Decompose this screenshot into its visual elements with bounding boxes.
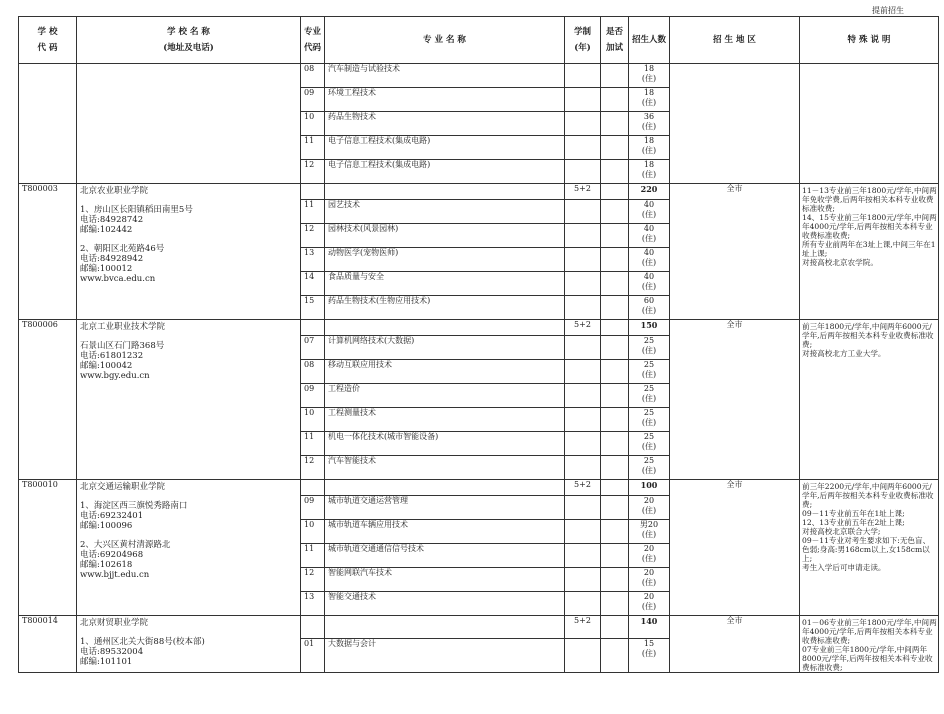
major-quota — [629, 520, 670, 544]
school-address-line: 1、海淀区西三旗悦秀路南口 — [80, 501, 188, 511]
major-code-empty — [301, 320, 325, 336]
major-duration-empty — [565, 64, 601, 88]
school-summary-row — [19, 320, 939, 336]
major-name: 汽车智能技术 — [325, 456, 565, 480]
major-name: 药品生物技术(生物应用技术) — [325, 296, 565, 320]
major-duration-empty — [565, 112, 601, 136]
school-address-line: 电话:89532004 — [80, 647, 144, 657]
major-extra-test-empty — [601, 248, 629, 272]
major-quota-value: 20 — [643, 544, 655, 553]
major-code: 09 — [301, 88, 325, 112]
school-name-cell — [77, 184, 301, 320]
major-extra-test-empty — [601, 224, 629, 248]
school-name-cell — [77, 320, 301, 480]
header-row — [19, 17, 939, 64]
major-residence-type: (住) — [641, 602, 657, 611]
major-quota-value: 18 — [643, 64, 655, 73]
major-duration-empty — [565, 160, 601, 184]
school-address-line: www.bvca.edu.cn — [80, 274, 156, 284]
school-address-line: 石景山区石门路368号 — [80, 341, 165, 351]
major-name: 工程测量技术 — [325, 408, 565, 432]
major-extra-test-empty — [601, 638, 629, 672]
extra-test-empty — [601, 616, 629, 639]
major-residence-type: (住) — [641, 578, 657, 587]
major-code: 11 — [301, 432, 325, 456]
major-quota-value: 60 — [643, 296, 655, 305]
major-residence-type: (住) — [641, 146, 657, 155]
special-note-line: 11－13专业前三年1800元/学年,中间两年免收学费,后两年按相关本科专业收费标准收费; — [802, 186, 937, 213]
header-major-code: 专业 代码 — [301, 17, 325, 64]
major-name: 智能交通技术 — [325, 592, 565, 616]
major-row — [19, 64, 939, 88]
major-quota — [629, 496, 670, 520]
school-address-line: www.bgy.edu.cn — [80, 371, 150, 381]
major-residence-type: (住) — [641, 346, 657, 355]
major-name: 药品生物技术 — [325, 112, 565, 136]
major-quota-value: 40 — [643, 224, 655, 233]
major-quota-value: 18 — [643, 160, 655, 169]
header-major-name: 专 业 名 称 — [325, 17, 565, 64]
major-code: 14 — [301, 272, 325, 296]
school-address-line: 电话:69204968 — [80, 550, 144, 560]
major-residence-type: (住) — [641, 530, 657, 539]
major-name-empty — [325, 616, 565, 639]
major-extra-test-empty — [601, 456, 629, 480]
enrollment-area: 全市 — [670, 480, 800, 616]
school-summary-row — [19, 184, 939, 200]
school-name: 北京交通运输职业学院 — [80, 482, 166, 492]
major-code: 10 — [301, 408, 325, 432]
major-code: 13 — [301, 592, 325, 616]
major-name: 工程造价 — [325, 384, 565, 408]
major-quota-value: 25 — [643, 384, 655, 393]
major-duration-empty — [565, 544, 601, 568]
major-duration-empty — [565, 296, 601, 320]
school-address-line — [80, 332, 297, 341]
enrollment-area: 全市 — [670, 184, 800, 320]
major-duration-empty — [565, 360, 601, 384]
major-residence-type: (住) — [641, 418, 657, 427]
major-name: 食品质量与安全 — [325, 272, 565, 296]
special-note-line: 考生入学后可申请走读。 — [802, 563, 886, 572]
major-code: 07 — [301, 336, 325, 360]
major-code: 12 — [301, 160, 325, 184]
major-name-empty — [325, 320, 565, 336]
major-quota-value: 25 — [643, 336, 655, 345]
major-residence-type: (住) — [641, 394, 657, 403]
school-code — [19, 64, 77, 184]
major-quota-value: 25 — [643, 456, 655, 465]
major-residence-type: (住) — [641, 282, 657, 291]
special-note-line: 对接高校北方工业大学。 — [802, 349, 886, 358]
school-duration: 5+2 — [565, 616, 601, 639]
school-address-line — [80, 628, 297, 637]
school-duration: 5+2 — [565, 480, 601, 496]
special-note-line: 07专业前三年1800元/学年,中间两年8000元/学年,后两年按相关本科专业收费标准收费; — [802, 645, 933, 672]
school-address-line: 2、朝阳区北苑路46号 — [80, 244, 165, 254]
enrollment-area: 全市 — [670, 320, 800, 480]
school-code: T800010 — [19, 480, 77, 616]
school-address-line — [80, 531, 297, 540]
major-code: 08 — [301, 64, 325, 88]
special-notes — [800, 616, 939, 673]
major-extra-test-empty — [601, 336, 629, 360]
major-quota-value: 18 — [643, 136, 655, 145]
extra-test-empty — [601, 184, 629, 200]
major-code: 13 — [301, 248, 325, 272]
major-extra-test-empty — [601, 160, 629, 184]
major-residence-type: (住) — [641, 170, 657, 179]
major-residence-type: (住) — [641, 370, 657, 379]
major-duration-empty — [565, 408, 601, 432]
major-name: 园林技术(风景园林) — [325, 224, 565, 248]
major-quota — [629, 136, 670, 160]
major-residence-type: (住) — [641, 466, 657, 475]
header-extra-test: 是否 加试 — [601, 17, 629, 64]
major-extra-test-empty — [601, 408, 629, 432]
major-code: 12 — [301, 568, 325, 592]
school-code: T800014 — [19, 616, 77, 673]
major-duration-empty — [565, 456, 601, 480]
major-residence-type: (住) — [641, 306, 657, 315]
school-address-line: 邮编:102618 — [80, 560, 133, 570]
special-note-line: 前三年1800元/学年,中间两年6000元/学年,后两年按相关本科专业收费标准收费; — [802, 322, 934, 349]
major-extra-test-empty — [601, 64, 629, 88]
major-duration-empty — [565, 496, 601, 520]
major-name: 电子信息工程技术(集成电路) — [325, 136, 565, 160]
school-address-line: 电话:69232401 — [80, 511, 144, 521]
major-quota — [629, 272, 670, 296]
school-address-line: 2、大兴区黄村清源路北 — [80, 540, 171, 550]
special-notes — [800, 64, 939, 184]
major-residence-type: (住) — [641, 210, 657, 219]
school-name-cell — [77, 64, 301, 184]
major-duration-empty — [565, 520, 601, 544]
header-school-name: 学 校 名 称 (地址及电话) — [77, 17, 301, 64]
school-address-line: 邮编:100012 — [80, 264, 133, 274]
major-quota-value: 25 — [643, 408, 655, 417]
major-quota — [629, 544, 670, 568]
school-duration: 5+2 — [565, 184, 601, 200]
major-code: 11 — [301, 200, 325, 224]
major-quota — [629, 568, 670, 592]
major-name: 机电一体化技术(城市智能设备) — [325, 432, 565, 456]
major-residence-type: (住) — [641, 234, 657, 243]
major-code: 11 — [301, 136, 325, 160]
school-address-line — [80, 196, 297, 205]
major-quota-value: 36 — [643, 112, 655, 121]
major-quota-value: 18 — [643, 88, 655, 97]
major-duration-empty — [565, 384, 601, 408]
special-note-line: 01－06专业前三年1800元/学年,中间两年4000元/学年,后两年按相关本科专业收费标准收费; — [802, 618, 937, 645]
special-note-line: 前三年2200元/学年,中间两年6000元/学年,后两年按相关本科专业收费标准收费; — [802, 482, 934, 509]
major-name-empty — [325, 184, 565, 200]
major-quota — [629, 384, 670, 408]
school-summary-row — [19, 480, 939, 496]
major-residence-type: (住) — [641, 442, 657, 451]
major-duration-empty — [565, 200, 601, 224]
school-code: T800006 — [19, 320, 77, 480]
school-address-line: 电话:61801232 — [80, 351, 144, 361]
major-quota — [629, 224, 670, 248]
major-duration-empty — [565, 88, 601, 112]
school-code: T800003 — [19, 184, 77, 320]
major-quota-value: 25 — [643, 432, 655, 441]
major-extra-test-empty — [601, 568, 629, 592]
major-extra-test-empty — [601, 520, 629, 544]
major-name: 动物医学(宠物医师) — [325, 248, 565, 272]
school-name: 北京农业职业学院 — [80, 186, 149, 196]
school-address-line: 邮编:101101 — [80, 657, 133, 667]
major-duration-empty — [565, 224, 601, 248]
major-quota — [629, 456, 670, 480]
school-address-line: 邮编:102442 — [80, 225, 133, 235]
major-quota-value: 20 — [643, 496, 655, 505]
major-residence-type: (住) — [641, 648, 657, 658]
major-residence-type: (住) — [641, 122, 657, 131]
major-quota — [629, 88, 670, 112]
school-address-line: 1、房山区长阳镇稻田南里5号 — [80, 205, 193, 215]
enrollment-area: 全市 — [670, 616, 800, 673]
major-code: 09 — [301, 496, 325, 520]
major-duration-empty — [565, 592, 601, 616]
special-notes — [800, 184, 939, 320]
major-quota — [629, 638, 670, 672]
major-quota — [629, 160, 670, 184]
major-duration-empty — [565, 638, 601, 672]
extra-test-empty — [601, 480, 629, 496]
major-duration-empty — [565, 136, 601, 160]
school-name: 北京财贸职业学院 — [80, 618, 149, 628]
school-duration: 5+2 — [565, 320, 601, 336]
major-extra-test-empty — [601, 200, 629, 224]
school-address-line: 邮编:100096 — [80, 521, 133, 531]
major-quota — [629, 360, 670, 384]
school-total-quota: 150 — [629, 320, 670, 336]
major-quota-value: 20 — [643, 592, 655, 601]
special-note-line: 对接高校北京农学院。 — [802, 258, 878, 267]
major-code: 15 — [301, 296, 325, 320]
header-school-code: 学 校 代 码 — [19, 17, 77, 64]
school-summary-row — [19, 616, 939, 639]
school-address-line: 1、通州区北关大街88号(校本部) — [80, 637, 205, 647]
major-residence-type: (住) — [641, 98, 657, 107]
major-name: 智能网联汽车技术 — [325, 568, 565, 592]
major-name: 电子信息工程技术(集成电路) — [325, 160, 565, 184]
major-quota — [629, 112, 670, 136]
major-extra-test-empty — [601, 544, 629, 568]
school-name-cell — [77, 480, 301, 616]
special-note-line: 对接高校北京联合大学; — [802, 527, 881, 536]
school-address-line: 邮编:100042 — [80, 361, 133, 371]
special-note-line: 14、15专业前三年1800元/学年,中间两年4000元/学年,后两年按相关本科专业收费标准收费; — [802, 213, 937, 240]
major-duration-empty — [565, 272, 601, 296]
extra-test-empty — [601, 320, 629, 336]
major-name: 环境工程技术 — [325, 88, 565, 112]
major-code-empty — [301, 616, 325, 639]
school-name-cell — [77, 616, 301, 673]
major-code: 01 — [301, 638, 325, 672]
school-total-quota: 100 — [629, 480, 670, 496]
special-note-line: 09－11专业对考生要求如下:无色盲、色弱;身高:男168cm以上,女158cm以上; — [802, 536, 931, 563]
major-code: 11 — [301, 544, 325, 568]
major-duration-empty — [565, 568, 601, 592]
major-quota — [629, 248, 670, 272]
major-code: 10 — [301, 112, 325, 136]
major-name: 汽车制造与试验技术 — [325, 64, 565, 88]
major-quota-value: 25 — [643, 360, 655, 369]
special-notes — [800, 480, 939, 616]
major-extra-test-empty — [601, 88, 629, 112]
major-duration-empty — [565, 336, 601, 360]
major-quota-value: 15 — [643, 638, 655, 648]
major-quota-value: 40 — [643, 248, 655, 257]
school-address-line: 电话:84928742 — [80, 215, 144, 225]
major-extra-test-empty — [601, 136, 629, 160]
header-duration: 学制 (年) — [565, 17, 601, 64]
major-quota — [629, 408, 670, 432]
school-total-quota: 140 — [629, 616, 670, 639]
major-extra-test-empty — [601, 592, 629, 616]
major-extra-test-empty — [601, 360, 629, 384]
major-quota-value: 40 — [643, 272, 655, 281]
major-extra-test-empty — [601, 112, 629, 136]
major-name: 计算机网络技术(大数据) — [325, 336, 565, 360]
major-name: 城市轨道交通通信信号技术 — [325, 544, 565, 568]
major-code-empty — [301, 184, 325, 200]
school-name: 北京工业职业技术学院 — [80, 322, 166, 332]
major-quota — [629, 200, 670, 224]
school-address-line — [80, 235, 297, 244]
major-name: 大数据与会计 — [325, 638, 565, 672]
major-residence-type: (住) — [641, 258, 657, 267]
major-duration-empty — [565, 248, 601, 272]
header-area: 招 生 地 区 — [670, 17, 800, 64]
school-address-line: 电话:84928942 — [80, 254, 144, 264]
special-note-line: 所有专业前两年在3址上课,中间三年在1址上课; — [802, 240, 936, 258]
enrollment-type-note: 提前招生 — [872, 6, 904, 15]
major-residence-type: (住) — [641, 506, 657, 515]
major-code: 08 — [301, 360, 325, 384]
major-extra-test-empty — [601, 432, 629, 456]
major-code: 09 — [301, 384, 325, 408]
major-code-empty — [301, 480, 325, 496]
major-quota — [629, 336, 670, 360]
major-quota-value: 男20 — [639, 520, 659, 529]
school-address-line — [80, 492, 297, 501]
special-note-line: 09－11专业前五年在1址上课; — [802, 509, 905, 518]
special-notes — [800, 320, 939, 480]
major-name: 移动互联应用技术 — [325, 360, 565, 384]
header-notes: 特 殊 说 明 — [800, 17, 939, 64]
major-quota — [629, 64, 670, 88]
major-residence-type: (住) — [641, 554, 657, 563]
major-extra-test-empty — [601, 384, 629, 408]
major-quota — [629, 296, 670, 320]
school-total-quota: 220 — [629, 184, 670, 200]
enrollment-table — [18, 16, 939, 673]
major-quota-value: 40 — [643, 200, 655, 209]
major-residence-type: (住) — [641, 74, 657, 83]
major-code: 12 — [301, 224, 325, 248]
major-code: 12 — [301, 456, 325, 480]
special-note-line: 12、13专业前五年在2址上课; — [802, 518, 905, 527]
school-address-line: www.bjjt.edu.cn — [80, 570, 150, 580]
major-extra-test-empty — [601, 496, 629, 520]
major-extra-test-empty — [601, 272, 629, 296]
major-name-empty — [325, 480, 565, 496]
major-name: 城市轨道车辆应用技术 — [325, 520, 565, 544]
major-duration-empty — [565, 432, 601, 456]
major-name: 园艺技术 — [325, 200, 565, 224]
major-extra-test-empty — [601, 296, 629, 320]
enrollment-area — [670, 64, 800, 184]
header-quota: 招生人数 — [629, 17, 670, 64]
major-quota-value: 20 — [643, 568, 655, 577]
major-code: 10 — [301, 520, 325, 544]
major-name: 城市轨道交通运营管理 — [325, 496, 565, 520]
major-quota — [629, 432, 670, 456]
major-quota — [629, 592, 670, 616]
